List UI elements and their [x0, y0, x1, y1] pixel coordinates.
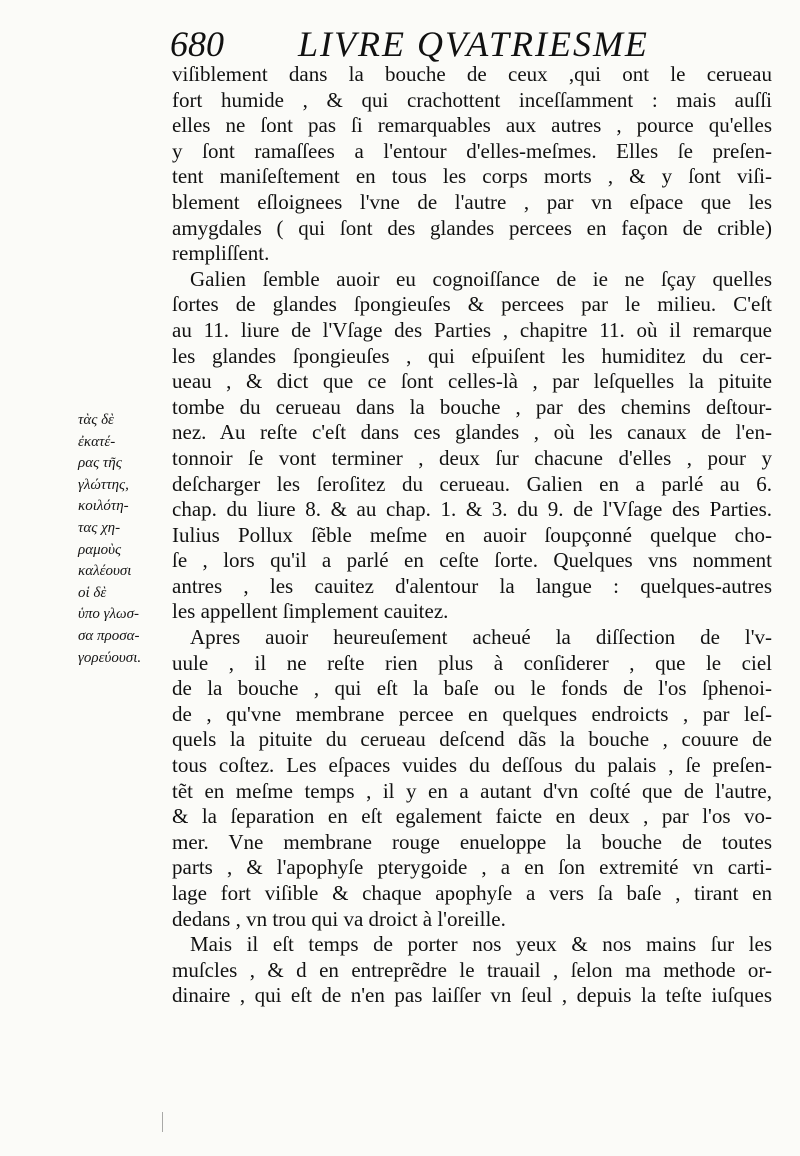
text-line: ueau , & dict que ce ſont celles-là , par leſquelles la pituite — [172, 369, 772, 394]
text-line: chap. du liure 8. & au chap. 1. & 3. du 9. de l'Vſage des Parties. — [172, 497, 772, 522]
text-line: quels la pituite du cerueau deſcend dãs la bouche , couure de — [172, 727, 772, 752]
text-line: tous coſtez. Les eſpaces vuides du deſſous du palais , ſe preſen- — [172, 753, 772, 778]
margin-note-line: οἱ δὲ — [78, 584, 107, 601]
margin-note-line: τας χη- — [78, 519, 121, 536]
running-title: LIVRE QVATRIESME — [298, 24, 649, 64]
text-line: fort humide , & qui crachottent inceſſamment : mais auſſi — [172, 87, 772, 112]
greek-margin-note — [78, 410, 170, 669]
margin-note-line: ρας τῆς — [78, 455, 122, 472]
text-line: au 11. liure de l'Vſage des Parties , chapitre 11. où il remarque — [172, 317, 772, 342]
text-line: de la bouche , qui eſt la baſe ou le fonds de l'os ſphenoi- — [172, 676, 772, 701]
text-line: Mais il eſt temps de porter nos yeux & nos mains ſur les — [190, 932, 772, 957]
margin-note-line: ραμοὺς — [78, 541, 122, 558]
print-mark — [162, 1112, 169, 1132]
text-line: dinaire , qui eſt de n'en pas laiſſer vn ſeul , depuis la teſte iuſques — [172, 983, 772, 1008]
margin-note-line: ἐκατέ- — [78, 433, 116, 450]
text-line: mer. Vne membrane rouge enueloppe la bouche de toutes — [172, 829, 772, 854]
margin-note-line: σα προσα- — [78, 627, 140, 644]
text-line: les appellent ſimplement cauitez. — [172, 599, 449, 624]
text-line: antres , les cauitez d'alentour la langue : quelques-autres — [172, 573, 772, 598]
text-line: & la ſeparation en eſt egalement faicte en deux , par l'os vo- — [172, 804, 772, 829]
text-line: deſcharger les ſeroſitez du cerueau. Galien en a parlé au 6. — [172, 471, 772, 496]
margin-note-line: κοιλότη- — [78, 498, 129, 515]
text-line: tonnoir ſe vont terminer , deux ſur chacune d'elles , pour y — [172, 445, 772, 470]
text-line: amygdales ( qui ſont des glandes percees en façon de crible) — [172, 215, 772, 240]
text-line: Galien ſemble auoir eu cognoiſſance de ie ne ſçay quelles — [190, 266, 772, 291]
text-line: les glandes ſpongieuſes , qui eſpuiſent les humiditez du cer- — [172, 343, 772, 368]
text-line: dedans , vn trou qui va droict à l'oreille. — [172, 906, 506, 931]
running-header — [170, 22, 730, 66]
text-line: elles ne ſont pas ſi remarquables aux autres , pource qu'elles — [172, 113, 772, 138]
text-line: tẽt en meſme temps , il y en a autant d'vn coſté que de l'autre, — [172, 778, 772, 803]
text-line: parts , & l'apophyſe pterygoide , a en ſon extremité vn carti- — [172, 855, 772, 880]
text-line: ſortes de glandes ſpongieuſes & percees par le milieu. C'eſt — [172, 292, 772, 317]
text-line: Iulius Pollux ſẽble meſme en auoir ſoupçonné quelque cho- — [172, 522, 772, 547]
margin-note-line: γορεύουσι. — [78, 649, 142, 666]
text-line: nez. Au reſte c'eſt dans ces glandes , où les canaux de l'en- — [172, 420, 772, 445]
margin-note-line: καλέουσι — [78, 563, 132, 580]
text-line: Apres auoir heureuſement acheué la diſſection de l'v- — [190, 625, 772, 650]
margin-note-line: ὑπο γλωσ- — [78, 606, 140, 623]
margin-note-line: τὰς δὲ — [78, 412, 114, 428]
page-number: 680 — [170, 24, 224, 64]
text-line: tent maniſeſtement en tous les corps morts , & y ſont viſi- — [172, 164, 772, 189]
margin-note-line: γλώττης, — [78, 476, 129, 493]
text-line: y ſont ramaſſees a l'entour d'elles-meſmes. Elles ſe preſen- — [172, 138, 772, 163]
main-text — [172, 62, 772, 1009]
text-line: lage fort viſible & chaque apophyſe a vers ſa baſe , tirant en — [172, 881, 772, 905]
text-line: de , qu'vne membrane percee en quelques endroicts , par leſ- — [172, 701, 772, 726]
text-line: tombe du cerueau dans la bouche , par des chemins deſtour- — [172, 394, 772, 419]
text-line: blement eſloignees l'vne de l'autre , par vn eſpace que les — [172, 189, 772, 214]
text-line: ſe , lors qu'il a parlé en ceſte ſorte. Quelques vns nomment — [172, 548, 772, 573]
text-line: rempliſſent. — [172, 241, 270, 266]
text-line: viſiblement dans la bouche de ceux ,qui ont le cerueau — [172, 62, 772, 86]
text-line: muſcles , & d en entreprẽdre le trauail , ſelon ma methode or- — [172, 957, 772, 982]
text-line: uule , il ne reſte rien plus à conſiderer , que le ciel — [172, 650, 772, 675]
